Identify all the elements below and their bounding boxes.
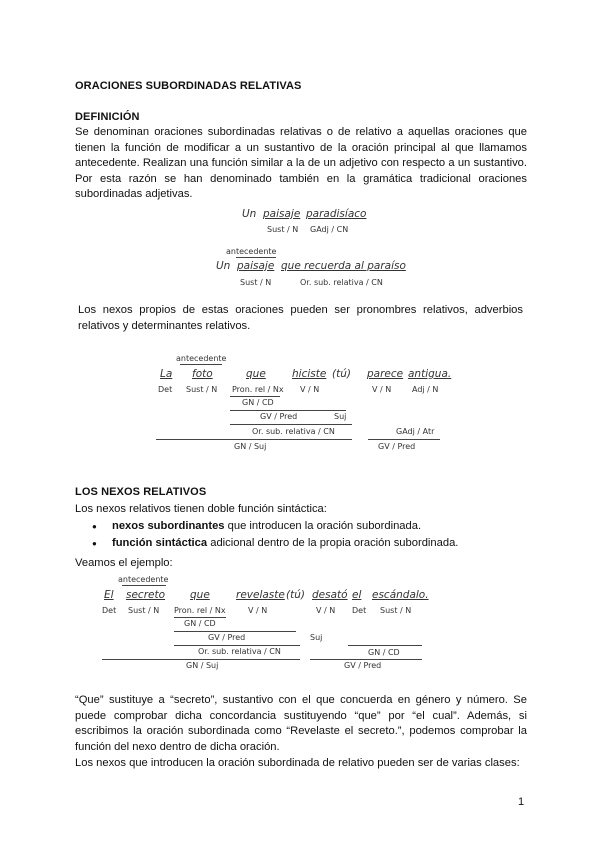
d4-word-secreto: secreto [126, 589, 166, 601]
d3-pos-v1: V / N [300, 385, 320, 394]
d2-word-un: Un [216, 260, 231, 272]
d3-pos-sust: Sust / N [186, 385, 218, 394]
d3-pos-adj: Adj / N [412, 385, 439, 394]
d3-word-parece: parece [367, 368, 404, 380]
document-title: ORACIONES SUBORDINADAS RELATIVAS [75, 80, 302, 92]
diagram-foto [150, 352, 450, 457]
d3-pos-v2: V / N [372, 385, 392, 394]
d4-pos-v2: V / N [316, 606, 336, 615]
d4-word-el: El [104, 589, 114, 601]
d4-word-escandalo: escándalo. [372, 589, 429, 601]
d4-pos-sust: Sust / N [128, 606, 160, 615]
d3-word-foto: foto [192, 368, 213, 380]
d3-suj: Suj [334, 412, 347, 421]
d3-word-tu: (tú) [332, 368, 351, 380]
d3-gadj-atr: GAdj / Atr [396, 427, 435, 436]
d4-word-que: que [190, 589, 210, 601]
d3-gv-pred: GV / Pred [260, 412, 298, 421]
section-heading-nexos: LOS NEXOS RELATIVOS [75, 486, 207, 498]
d3-word-la: La [160, 368, 173, 380]
nexos-intro: Los nexos relativos tienen doble función sintáctica: [75, 503, 327, 515]
d4-word-revelaste: revelaste [236, 589, 285, 601]
d1-label-sust: Sust / N [267, 225, 299, 234]
veamos-text: Veamos el ejemplo: [75, 557, 173, 569]
bullet-nexos-subordinantes: ● nexos subordinantes que introducen la oración subordinada. [92, 518, 458, 535]
d3-pos-pron: Pron. rel / Nx [232, 385, 284, 394]
d4-pos-pron: Pron. rel / Nx [174, 606, 226, 615]
d4-or-sub: Or. sub. relativa / CN [198, 647, 281, 656]
d3-pos-det: Det [158, 385, 173, 394]
bullet-funcion-sintactica: ● función sintáctica adicional dentro de la propia oración subordinada. [92, 535, 458, 552]
d3-gn-suj: GN / Suj [234, 442, 267, 451]
d4-gv-pred: GV / Pred [208, 633, 246, 642]
d4-word-tu: (tú) [286, 589, 305, 601]
d4-gn-suj: GN / Suj [186, 661, 219, 670]
d4-pos-det2: Det [352, 606, 367, 615]
d1-word-paradisiaco: paradisíaco [306, 208, 367, 220]
d2-word-que-recuerda: que recuerda al paraíso [281, 260, 406, 272]
definition-paragraph: Se denominan oraciones subordinadas relativas o de relativo a aquellas oraciones que tienen la función de modificar a un sustantivo de la oración principal al que llamamos antecedente. Realizan una función similar a la de un adjetivo con respecto a un sustantivo. Por esta razón se han denominado también en la gramática tradicional oraciones subordinadas adjetivas. [75, 126, 527, 200]
section-heading-definicion: DEFINICIÓN [75, 111, 140, 123]
nexos-paragraph: Los nexos propios de estas oraciones pueden ser pronombres relativos, adverbios relativos y determinantes relativos. [78, 304, 523, 332]
d4-suj: Suj [310, 633, 323, 642]
nexos-clases-paragraph: Los nexos que introducen la oración subordinada de relativo pueden ser de varias clases: [75, 757, 520, 769]
d4-pos-v1: V / N [248, 606, 268, 615]
d2-label-orsub: Or. sub. relativa / CN [300, 278, 383, 287]
d4-gv-pred2: GV / Pred [344, 661, 382, 670]
d4-antecedente-label: antecedente [118, 575, 169, 584]
d4-pos-sust2: Sust / N [380, 606, 412, 615]
d3-word-antigua: antigua. [408, 368, 452, 380]
diagram-paisaje [210, 205, 410, 295]
d3-gn-cd: GN / CD [242, 398, 274, 407]
d1-label-gadj: GAdj / CN [310, 225, 349, 234]
page-number: 1 [518, 796, 525, 808]
d4-word-el2: el [352, 589, 362, 601]
d1-word-paisaje: paisaje [263, 208, 301, 220]
d4-word-desato: desató [312, 589, 348, 601]
d3-antecedente-label: antecedente [176, 354, 227, 363]
d2-antecedente-label: antecedente [226, 247, 277, 256]
que-explanation-paragraph: “Que” sustituye a “secreto”, sustantivo con el que concuerda en género y número. Se puede comprobar dicha concordancia sustituyendo “que” por “el cual”. Además, si escribimos la oración subordinada como “Revelaste el secreto.”, podemos comprobar la función del nexo dentro de dicha oración. [75, 694, 527, 753]
d3-word-que: que [246, 368, 266, 380]
d3-gv-pred2: GV / Pred [378, 442, 416, 451]
diagram-secreto [98, 573, 443, 673]
d4-gn-cd: GN / CD [184, 619, 216, 628]
nexos-bullet-list [92, 518, 458, 552]
d1-word-un: Un [242, 208, 257, 220]
d4-gn-cd2: GN / CD [368, 648, 400, 657]
d4-pos-det: Det [102, 606, 117, 615]
d3-word-hiciste: hiciste [292, 368, 327, 380]
d2-label-sust: Sust / N [240, 278, 272, 287]
d3-or-sub: Or. sub. relativa / CN [252, 427, 335, 436]
d2-word-paisaje: paisaje [237, 260, 275, 272]
